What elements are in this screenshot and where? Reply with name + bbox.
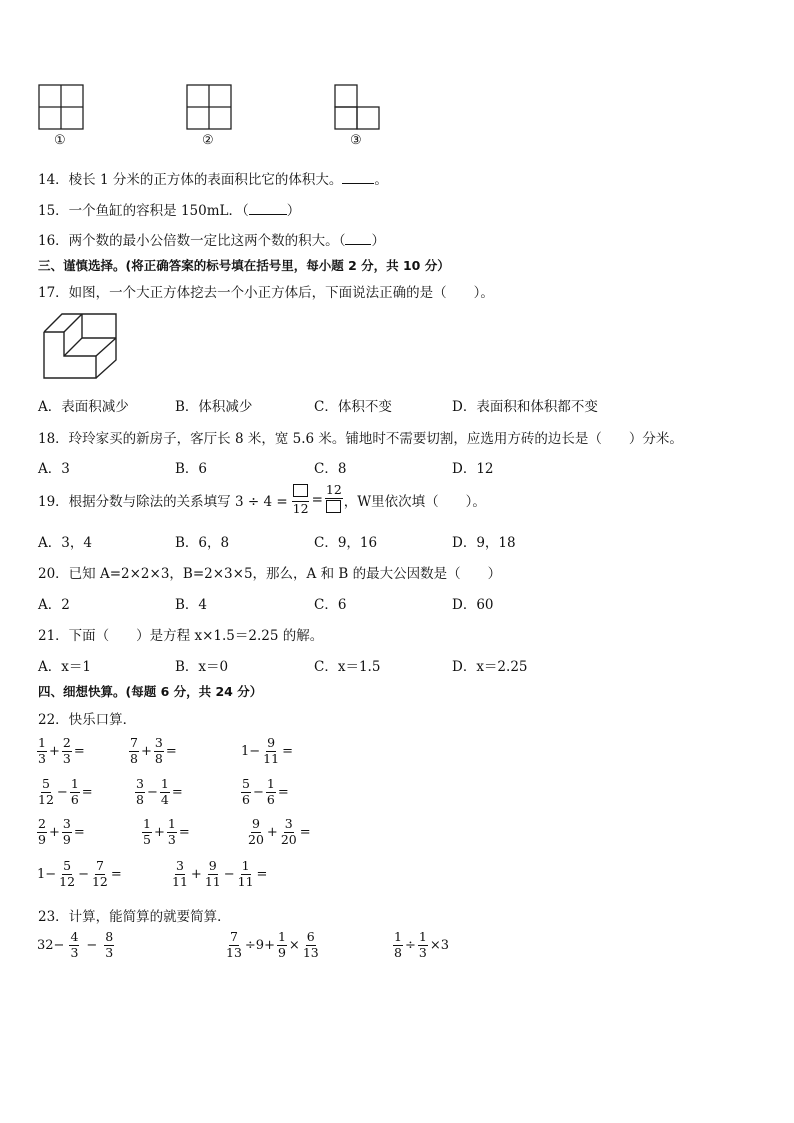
fraction: [154, 737, 164, 765]
denominator: [325, 499, 342, 516]
numerator: 2: [62, 735, 71, 750]
question-21: 21．下面（ ）是方程 x×1.5＝2.25 的解。: [38, 628, 324, 644]
question-19-eq: =: [311, 491, 323, 508]
operator: +: [48, 743, 60, 759]
denominator: 3: [105, 944, 114, 960]
fraction: [262, 737, 280, 765]
operator: ×3: [429, 937, 449, 953]
fraction: [204, 860, 222, 888]
q18-option-a[interactable]: A．3: [38, 461, 70, 477]
fraction: [91, 860, 109, 888]
question-14: [38, 168, 388, 188]
fraction: [225, 931, 243, 959]
numerator: 9: [267, 735, 276, 750]
numerator: 3: [62, 816, 71, 831]
numerator: 8: [105, 929, 114, 944]
denominator: 13: [226, 944, 242, 960]
operator: +: [190, 866, 202, 882]
operator: =: [282, 743, 293, 759]
q19-option-c[interactable]: C．9，16: [314, 535, 378, 551]
q22-expr-r2c1: [36, 778, 94, 806]
operator: +: [266, 824, 278, 840]
denominator: 9: [62, 831, 71, 847]
operator: =: [171, 784, 183, 800]
question-14-end: 。: [374, 172, 388, 188]
fraction: [167, 818, 177, 846]
fraction: [70, 778, 80, 806]
fraction: [37, 778, 55, 806]
q23-expr-2: [224, 931, 321, 959]
fraction: [171, 860, 189, 888]
numerator: 1: [277, 929, 286, 944]
denominator: 6: [266, 791, 275, 807]
operator: ÷9+: [244, 937, 275, 953]
operator: =: [277, 784, 289, 800]
q18-option-b[interactable]: B．6: [175, 461, 208, 477]
q22-expr-r3c3: [246, 818, 312, 846]
denominator: 12: [59, 873, 76, 889]
q19-option-b[interactable]: B．6，8: [175, 535, 230, 551]
denominator: 3: [38, 750, 46, 766]
fraction: [69, 931, 79, 959]
q21-option-c[interactable]: C．x＝1.5: [314, 659, 381, 675]
numerator: 9: [208, 858, 217, 873]
numerator: 3: [175, 858, 184, 873]
denominator: 5: [143, 831, 151, 847]
denominator: 3: [70, 944, 79, 960]
denominator: 20: [248, 831, 264, 847]
denominator: 12: [91, 873, 108, 889]
q22-expr-r1c3: [240, 737, 294, 765]
operator: =: [299, 824, 311, 840]
q17-option-c[interactable]: C．体积不变: [314, 399, 392, 415]
denominator: 11: [204, 873, 221, 889]
numerator: 1: [167, 816, 176, 831]
question-16-blank[interactable]: [345, 244, 371, 245]
operator: =: [73, 743, 85, 759]
operator: =: [165, 743, 177, 759]
figure-2-grid: [186, 84, 234, 132]
question-19-fraction-1: [292, 484, 310, 515]
fraction: [62, 737, 72, 765]
numerator: 1: [394, 929, 402, 944]
numerator: 3: [154, 735, 163, 750]
operator: −: [146, 784, 158, 800]
denominator: 8: [154, 750, 163, 766]
question-19: [38, 484, 486, 515]
fraction: [37, 818, 47, 846]
question-19-fraction-2: [325, 484, 343, 515]
question-14-text: 14．棱长 1 分米的正方体的表面积比它的体积大。: [38, 172, 343, 188]
denominator: 4: [160, 791, 169, 807]
question-15-text: 15．一个鱼缸的容积是 150mL．: [38, 203, 243, 219]
denominator: 11: [172, 873, 188, 889]
fraction: [280, 818, 298, 846]
numerator: 1: [38, 735, 46, 750]
numerator: 5: [63, 858, 72, 873]
q22-expr-r4c2: [170, 860, 268, 888]
operator: +: [153, 824, 165, 840]
question-16-text: 16．两个数的最小公倍数一定比这两个数的积大。: [38, 233, 339, 249]
cube-with-cutout-figure: [40, 310, 120, 382]
fraction: [241, 778, 251, 806]
question-14-blank[interactable]: [342, 183, 374, 184]
operator: −: [86, 937, 98, 953]
q20-option-c[interactable]: C．6: [314, 597, 347, 613]
q22-expr-r3c2: [141, 818, 191, 846]
fraction: [62, 818, 72, 846]
question-19-suffix: ，W里依次填（ ）。: [343, 493, 486, 510]
fraction: [160, 778, 170, 806]
q21-option-d[interactable]: D．x＝2.25: [452, 659, 528, 675]
numerator: 7: [95, 858, 104, 873]
question-22: 22．快乐口算．: [38, 712, 137, 728]
numerator: 3: [284, 816, 293, 831]
numerator: 4: [70, 929, 79, 944]
operator: +: [140, 743, 152, 759]
operator: +: [48, 824, 60, 840]
q17-option-b[interactable]: B．体积减少: [175, 399, 253, 415]
numerator: 1: [143, 816, 151, 831]
blank-box[interactable]: [326, 500, 341, 513]
question-20: 20．已知 A=2×2×3，B=2×3×5，那么，A 和 B 的最大公因数是（ ）: [38, 566, 502, 582]
fraction: [418, 931, 428, 959]
operator: =: [110, 866, 122, 882]
operator: −: [252, 784, 264, 800]
question-23: 23．计算，能简算的就要简算．: [38, 909, 231, 925]
question-15-blank[interactable]: [249, 214, 287, 215]
operator: =: [178, 824, 190, 840]
q17-option-d[interactable]: D．表面积和体积都不变: [452, 399, 598, 415]
q22-expr-r3c1: [36, 818, 86, 846]
question-19-num2: 12: [325, 482, 342, 497]
fraction: [142, 818, 152, 846]
fraction: [277, 931, 287, 959]
numerator: 1: [418, 929, 427, 944]
denominator: 8: [136, 791, 144, 807]
q17-option-a[interactable]: A．表面积减少: [38, 399, 129, 415]
question-16-paren-open: （: [338, 233, 346, 249]
q20-option-d[interactable]: D．60: [452, 597, 494, 613]
fraction: [58, 860, 76, 888]
denominator: 9: [38, 831, 46, 847]
section-4-heading: 四、细想快算。(每题 6 分，共 24 分）: [38, 684, 263, 699]
q19-option-a[interactable]: A．3，4: [38, 535, 92, 551]
fraction: [393, 931, 403, 959]
operator: =: [81, 784, 93, 800]
q21-option-b[interactable]: B．x＝0: [175, 659, 229, 675]
denominator: 11: [263, 750, 280, 766]
figure-1-grid: [38, 84, 86, 132]
denominator: 6: [242, 791, 250, 807]
figure-1-label: ①: [54, 133, 66, 148]
fraction: [247, 818, 265, 846]
operator: 32−: [37, 937, 65, 953]
question-15-paren-open: （: [242, 203, 249, 219]
question-18: 18．玲玲家买的新房子，客厅长 8 米，宽 5.6 米。铺地时不需要切割，应选用方砖的边长是（ ）分米。: [38, 431, 683, 447]
fraction: [135, 778, 145, 806]
numerator: 3: [136, 776, 144, 791]
q22-expr-r1c1: [36, 737, 86, 765]
fraction: [129, 737, 139, 765]
figure-2-label: ②: [202, 133, 214, 148]
denominator: 13: [302, 944, 319, 960]
numerator: 5: [41, 776, 50, 791]
fraction: [237, 860, 255, 888]
numerator: 1: [241, 858, 250, 873]
question-17: 17．如图，一个大正方体挖去一个小正方体后，下面说法正确的是（ ）。: [38, 285, 494, 301]
denominator: 8: [394, 944, 402, 960]
q18-option-c[interactable]: C．8: [314, 461, 347, 477]
operator: ÷: [404, 937, 416, 953]
numerator: 6: [306, 929, 315, 944]
question-15-paren-close: ）: [286, 203, 301, 219]
operator: −: [223, 866, 235, 882]
denominator: 3: [62, 750, 71, 766]
q23-expr-1: [36, 931, 115, 959]
numerator: 1: [70, 776, 79, 791]
numerator: 2: [38, 816, 46, 831]
figure-3-label: ③: [350, 133, 362, 148]
numerator: 9: [251, 816, 260, 831]
q18-option-d[interactable]: D．12: [452, 461, 494, 477]
numerator: 1: [266, 776, 275, 791]
q20-option-a[interactable]: A．2: [38, 597, 70, 613]
operator: ×: [288, 937, 300, 953]
fraction: [37, 737, 47, 765]
fraction: [104, 931, 114, 959]
section-3-heading: 三、谨慎选择。(将正确答案的标号填在括号里，每小题 2 分，共 10 分）: [38, 258, 450, 273]
q21-option-a[interactable]: A．x＝1: [38, 659, 91, 675]
operator: 1−: [241, 743, 261, 759]
operator: −: [56, 784, 68, 800]
denominator: 3: [418, 944, 427, 960]
denominator: 11: [237, 873, 254, 889]
numerator: 7: [229, 929, 238, 944]
question-16-paren-close: ）: [371, 233, 385, 249]
numerator: [292, 484, 309, 502]
operator: =: [73, 824, 85, 840]
operator: =: [256, 866, 268, 882]
denominator: 6: [70, 791, 79, 807]
numerator: 1: [160, 776, 169, 791]
q22-expr-r2c2: [134, 778, 184, 806]
question-16: [38, 229, 385, 249]
blank-box[interactable]: [293, 484, 308, 497]
operator: 1−: [37, 866, 57, 882]
figure-3-grid: [334, 84, 382, 132]
q19-option-d[interactable]: D．9，18: [452, 535, 516, 551]
q23-expr-3: [392, 931, 450, 959]
q20-option-b[interactable]: B．4: [175, 597, 208, 613]
numerator: 5: [242, 776, 250, 791]
fraction: [266, 778, 276, 806]
denominator: 3: [167, 831, 176, 847]
q22-expr-r4c1: [36, 860, 123, 888]
fraction: [302, 931, 320, 959]
question-15: [38, 199, 300, 219]
question-19-den1: 12: [292, 500, 309, 516]
q22-expr-r1c2: [128, 737, 178, 765]
operator: −: [78, 866, 89, 882]
denominator: 8: [130, 750, 138, 766]
numerator: 7: [130, 735, 138, 750]
denominator: 12: [38, 791, 54, 807]
q22-expr-r2c3: [240, 778, 290, 806]
question-19-prefix: 19．根据分数与除法的关系填写 3 ÷ 4 =: [38, 493, 288, 510]
denominator: 9: [277, 944, 286, 960]
denominator: 20: [280, 831, 297, 847]
